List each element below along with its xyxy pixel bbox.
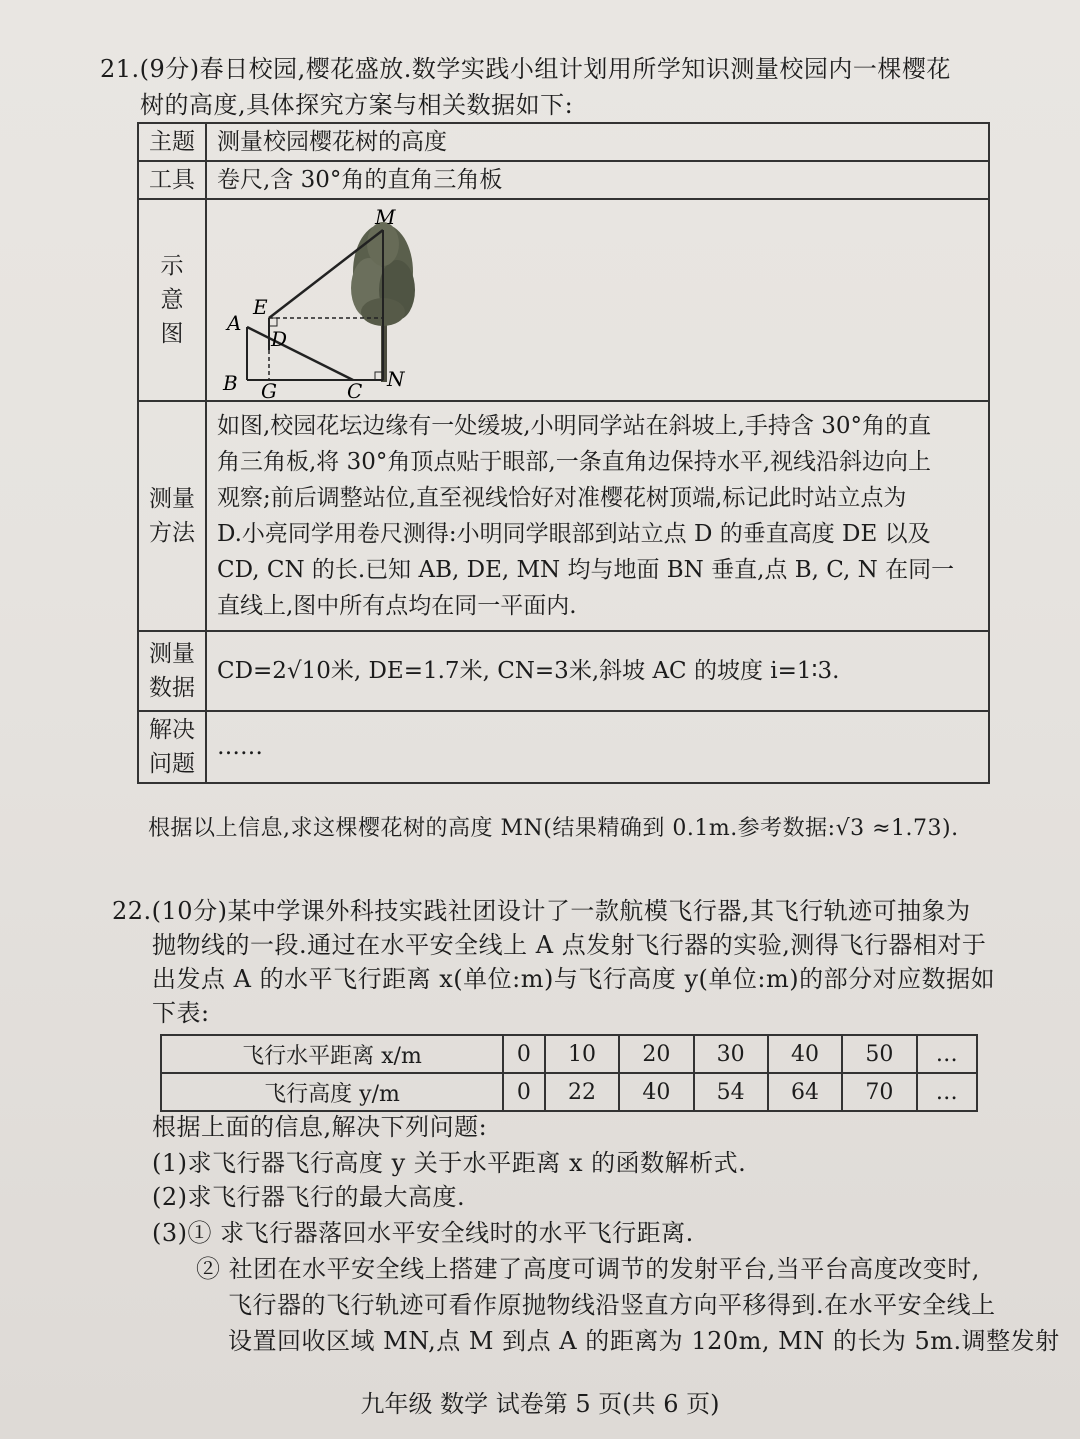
q21-text-1: 春日校园,樱花盛放.数学实践小组计划用所学知识测量校园内一棵樱花 — [199, 55, 951, 83]
measured-data: CD=2√10米, DE=1.7米, CN=3米,斜坡 AC 的坡度 i=1∶3. — [206, 631, 989, 711]
q22-sub3-2-text-1: ② 社团在水平安全线上搭建了高度可调节的发射平台,当平台高度改变时, — [196, 1255, 980, 1283]
method-label-2: 方法 — [149, 520, 195, 546]
q21-line1 — [100, 52, 951, 86]
diagram-label-2: 意 — [160, 287, 184, 313]
q22-line4 — [152, 996, 210, 1030]
q21-line2 — [140, 88, 573, 122]
data-label-2: 数据 — [149, 675, 195, 701]
q22-sub2-text: (2)求飞行器飞行的最大高度. — [152, 1183, 466, 1211]
method-line-1: 如图,校园花坛边缘有一处缓坡,小明同学站在斜坡上,手持含 30°角的直 — [217, 413, 932, 439]
y-cell-7: … — [917, 1073, 977, 1111]
q21-question — [148, 812, 959, 846]
q22-sub3-1 — [152, 1216, 694, 1250]
x-cell-7: … — [917, 1035, 977, 1073]
point-B: B — [223, 371, 238, 395]
q22-text-4: 下表: — [152, 999, 210, 1027]
q22-text-1: 某中学课外科技实践社团设计了一款航模飞行器,其飞行轨迹可抽象为 — [227, 897, 971, 925]
q22-sub3-2-line2 — [228, 1288, 996, 1322]
point-A: A — [227, 311, 242, 335]
method-line-2: 角三角板,将 30°角顶点贴于眼部,一条直角边保持水平,视线沿斜边向上 — [217, 449, 932, 475]
x-cell-4: 30 — [694, 1035, 768, 1073]
diagram-cell — [206, 199, 989, 401]
x-cell-1: 0 — [503, 1035, 545, 1073]
diagram-label-3: 图 — [160, 321, 184, 347]
page-footer: 九年级 数学 试卷第 5 页(共 6 页) — [360, 1390, 720, 1418]
method-line-3: 观察;前后调整站位,直至视线恰好对准樱花树顶端,标记此时站立点为 — [217, 485, 907, 511]
solve-label-2: 问题 — [149, 751, 195, 777]
topic-value: 测量校园樱花树的高度 — [206, 123, 989, 161]
row-x-label: 飞行水平距离 x/m — [161, 1035, 503, 1073]
point-C: C — [347, 379, 363, 400]
q22-sub2 — [152, 1180, 465, 1214]
method-line-6: 直线上,图中所有点均在同一平面内. — [217, 593, 577, 619]
q22-sub3-1-text: (3)① 求飞行器落回水平安全线时的水平飞行距离. — [152, 1219, 694, 1247]
q22-sub3-2-text-3: 设置回收区域 MN,点 M 到点 A 的距离为 120m, MN 的长为 5m.调整发射 — [228, 1327, 1060, 1355]
x-cell-3: 20 — [619, 1035, 693, 1073]
method-line-5: CD, CN 的长.已知 AB, DE, MN 均与地面 BN 垂直,点 B, C, N 在同一 — [217, 557, 955, 583]
q22-sub3-2-line1 — [196, 1252, 980, 1286]
y-cell-4: 54 — [694, 1073, 768, 1111]
data-label-1: 测量 — [149, 641, 195, 667]
q22-intro — [152, 1110, 487, 1144]
q21-number: 21. — [100, 55, 140, 83]
point-D: D — [271, 327, 288, 351]
q22-sub1 — [152, 1146, 746, 1180]
point-E: E — [253, 295, 268, 319]
point-G: G — [261, 379, 277, 400]
x-cell-6: 50 — [842, 1035, 916, 1073]
y-cell-1: 0 — [503, 1073, 545, 1111]
line-AC-slope — [247, 327, 353, 380]
q22-data-table — [160, 1034, 978, 1112]
topic-label: 主题 — [138, 123, 206, 161]
q22-line3 — [152, 962, 995, 996]
solve-label-1: 解决 — [149, 717, 195, 743]
q21-points: (9分) — [139, 55, 200, 83]
method-text — [206, 401, 989, 631]
diagram-label-1: 示 — [160, 253, 184, 279]
q22-points: (10分) — [151, 897, 228, 925]
point-M: M — [375, 205, 396, 229]
q22-sub3-2-text-2: 飞行器的飞行轨迹可看作原抛物线沿竖直方向平移得到.在水平安全线上 — [228, 1291, 996, 1319]
y-cell-2: 22 — [545, 1073, 619, 1111]
q22-intro-text: 根据上面的信息,解决下列问题: — [152, 1113, 488, 1141]
x-cell-5: 40 — [768, 1035, 842, 1073]
solve-text: …… — [206, 711, 989, 783]
data-label — [138, 631, 206, 711]
q22-sub3-2-line3 — [228, 1324, 1060, 1358]
q21-plan-table — [137, 122, 990, 784]
method-line-4: D.小亮同学用卷尺测得:小明同学眼部到站立点 D 的垂直高度 DE 以及 — [217, 521, 931, 547]
q22-sub1-text: (1)求飞行器飞行高度 y 关于水平距离 x 的函数解析式. — [152, 1149, 747, 1177]
solve-label — [138, 711, 206, 783]
geometry-diagram — [207, 200, 627, 400]
tools-value: 卷尺,含 30°角的直角三角板 — [206, 161, 989, 199]
q21-text-2: 树的高度,具体探究方案与相关数据如下: — [140, 91, 574, 119]
diagram-label — [138, 199, 206, 401]
q22-text-3: 出发点 A 的水平飞行距离 x(单位:m)与飞行高度 y(单位:m)的部分对应数据如 — [152, 965, 996, 993]
method-label — [138, 401, 206, 631]
q21-question-text: 根据以上信息,求这棵樱花树的高度 MN(结果精确到 0.1m.参考数据:√3 ≈1.73). — [148, 816, 959, 841]
row-y-label: 飞行高度 y/m — [161, 1073, 503, 1111]
tools-label: 工具 — [138, 161, 206, 199]
point-N: N — [387, 367, 405, 391]
q22-text-2: 抛物线的一段.通过在水平安全线上 A 点发射飞行器的实验,测得飞行器相对于 — [152, 931, 987, 959]
y-cell-3: 40 — [619, 1073, 693, 1111]
q22-number: 22. — [112, 897, 152, 925]
y-cell-6: 70 — [842, 1073, 916, 1111]
y-cell-5: 64 — [768, 1073, 842, 1111]
q22-line1 — [112, 894, 971, 928]
method-label-1: 测量 — [149, 486, 195, 512]
q22-line2 — [152, 928, 986, 962]
x-cell-2: 10 — [545, 1035, 619, 1073]
